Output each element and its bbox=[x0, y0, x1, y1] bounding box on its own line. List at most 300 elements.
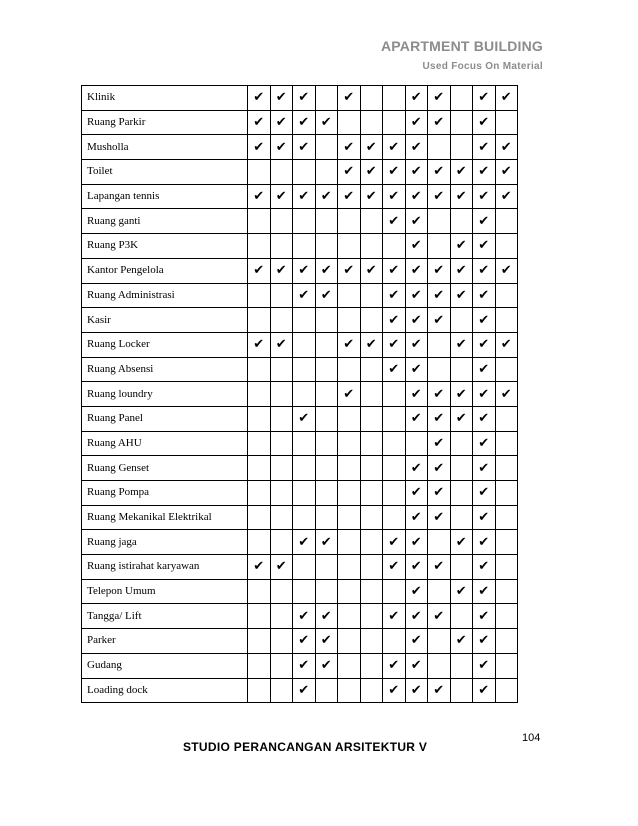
empty-cell bbox=[315, 456, 338, 481]
empty-cell bbox=[360, 234, 383, 259]
checkmark-icon: ✔ bbox=[428, 678, 451, 703]
checkmark-icon: ✔ bbox=[428, 382, 451, 407]
checkmark-icon: ✔ bbox=[473, 160, 496, 185]
empty-cell bbox=[315, 678, 338, 703]
empty-cell bbox=[338, 530, 361, 555]
empty-cell bbox=[315, 160, 338, 185]
table-row bbox=[82, 86, 518, 111]
checkmark-icon: ✔ bbox=[473, 505, 496, 530]
empty-cell bbox=[383, 456, 406, 481]
empty-cell bbox=[405, 431, 428, 456]
empty-cell bbox=[315, 406, 338, 431]
empty-cell bbox=[360, 604, 383, 629]
empty-cell bbox=[428, 629, 451, 654]
table-row bbox=[82, 160, 518, 185]
empty-cell bbox=[248, 209, 271, 234]
empty-cell bbox=[315, 308, 338, 333]
checkmark-icon: ✔ bbox=[450, 530, 473, 555]
checkmark-icon: ✔ bbox=[473, 110, 496, 135]
empty-cell bbox=[360, 431, 383, 456]
table-row bbox=[82, 382, 518, 407]
room-name-cell: Ruang Genset bbox=[82, 456, 248, 481]
empty-cell bbox=[495, 209, 518, 234]
checkmark-icon: ✔ bbox=[405, 209, 428, 234]
empty-cell bbox=[360, 110, 383, 135]
table-row bbox=[82, 357, 518, 382]
checkmark-icon: ✔ bbox=[248, 258, 271, 283]
empty-cell bbox=[270, 406, 293, 431]
empty-cell bbox=[293, 456, 316, 481]
checkmark-icon: ✔ bbox=[293, 406, 316, 431]
checkmark-icon: ✔ bbox=[405, 382, 428, 407]
checkmark-icon: ✔ bbox=[360, 258, 383, 283]
empty-cell bbox=[270, 357, 293, 382]
empty-cell bbox=[495, 555, 518, 580]
document-title: APARTMENT BUILDING bbox=[381, 38, 543, 54]
checkmark-icon: ✔ bbox=[293, 258, 316, 283]
table-row bbox=[82, 555, 518, 580]
empty-cell bbox=[270, 678, 293, 703]
checkmark-icon: ✔ bbox=[293, 184, 316, 209]
empty-cell bbox=[428, 209, 451, 234]
empty-cell bbox=[360, 406, 383, 431]
empty-cell bbox=[315, 332, 338, 357]
checkmark-icon: ✔ bbox=[450, 406, 473, 431]
room-name-cell: Ruang Parkir bbox=[82, 110, 248, 135]
checkmark-icon: ✔ bbox=[450, 629, 473, 654]
checkmark-icon: ✔ bbox=[495, 160, 518, 185]
empty-cell bbox=[495, 481, 518, 506]
empty-cell bbox=[450, 653, 473, 678]
empty-cell bbox=[338, 678, 361, 703]
empty-cell bbox=[293, 357, 316, 382]
empty-cell bbox=[360, 530, 383, 555]
empty-cell bbox=[248, 406, 271, 431]
checkmark-icon: ✔ bbox=[383, 308, 406, 333]
empty-cell bbox=[270, 209, 293, 234]
empty-cell bbox=[315, 431, 338, 456]
checkmark-icon: ✔ bbox=[405, 653, 428, 678]
checkmark-icon: ✔ bbox=[248, 555, 271, 580]
room-name-cell: Tangga/ Lift bbox=[82, 604, 248, 629]
empty-cell bbox=[270, 308, 293, 333]
table-row bbox=[82, 406, 518, 431]
empty-cell bbox=[360, 678, 383, 703]
checkmark-icon: ✔ bbox=[383, 283, 406, 308]
empty-cell bbox=[383, 505, 406, 530]
empty-cell bbox=[270, 382, 293, 407]
empty-cell bbox=[495, 234, 518, 259]
checkmark-icon: ✔ bbox=[428, 86, 451, 111]
empty-cell bbox=[270, 283, 293, 308]
empty-cell bbox=[450, 308, 473, 333]
empty-cell bbox=[495, 678, 518, 703]
checkmark-icon: ✔ bbox=[473, 258, 496, 283]
empty-cell bbox=[360, 579, 383, 604]
checkmark-icon: ✔ bbox=[270, 135, 293, 160]
room-name-cell: Musholla bbox=[82, 135, 248, 160]
checkmark-icon: ✔ bbox=[450, 332, 473, 357]
table-row bbox=[82, 456, 518, 481]
empty-cell bbox=[495, 653, 518, 678]
empty-cell bbox=[293, 481, 316, 506]
checkmark-icon: ✔ bbox=[495, 86, 518, 111]
table-row bbox=[82, 481, 518, 506]
empty-cell bbox=[293, 505, 316, 530]
checkmark-icon: ✔ bbox=[383, 678, 406, 703]
checkmark-icon: ✔ bbox=[473, 382, 496, 407]
empty-cell bbox=[315, 555, 338, 580]
checkmark-icon: ✔ bbox=[405, 86, 428, 111]
empty-cell bbox=[450, 555, 473, 580]
checkmark-icon: ✔ bbox=[405, 456, 428, 481]
checkmark-icon: ✔ bbox=[405, 135, 428, 160]
checkmark-icon: ✔ bbox=[293, 629, 316, 654]
checkmark-icon: ✔ bbox=[428, 110, 451, 135]
checkmark-icon: ✔ bbox=[473, 86, 496, 111]
checkmark-icon: ✔ bbox=[293, 283, 316, 308]
empty-cell bbox=[248, 481, 271, 506]
empty-cell bbox=[293, 234, 316, 259]
empty-cell bbox=[248, 530, 271, 555]
checkmark-icon: ✔ bbox=[405, 332, 428, 357]
room-name-cell: Lapangan tennis bbox=[82, 184, 248, 209]
empty-cell bbox=[428, 653, 451, 678]
room-name-cell: Ruang jaga bbox=[82, 530, 248, 555]
checkmark-icon: ✔ bbox=[293, 110, 316, 135]
room-name-cell: Loading dock bbox=[82, 678, 248, 703]
empty-cell bbox=[338, 234, 361, 259]
empty-cell bbox=[495, 456, 518, 481]
checkmark-icon: ✔ bbox=[405, 283, 428, 308]
table-row bbox=[82, 431, 518, 456]
empty-cell bbox=[315, 135, 338, 160]
checkmark-icon: ✔ bbox=[405, 579, 428, 604]
checkmark-icon: ✔ bbox=[450, 579, 473, 604]
room-name-cell: Ruang istirahat karyawan bbox=[82, 555, 248, 580]
checkmark-icon: ✔ bbox=[360, 160, 383, 185]
checkmark-icon: ✔ bbox=[495, 258, 518, 283]
checkmark-icon: ✔ bbox=[405, 184, 428, 209]
checkmark-icon: ✔ bbox=[270, 555, 293, 580]
checkmark-icon: ✔ bbox=[428, 406, 451, 431]
empty-cell bbox=[270, 505, 293, 530]
empty-cell bbox=[360, 382, 383, 407]
checkmark-icon: ✔ bbox=[473, 555, 496, 580]
empty-cell bbox=[495, 357, 518, 382]
checkmark-icon: ✔ bbox=[248, 332, 271, 357]
checkmark-icon: ✔ bbox=[405, 505, 428, 530]
empty-cell bbox=[450, 209, 473, 234]
empty-cell bbox=[248, 357, 271, 382]
table-row bbox=[82, 332, 518, 357]
room-name-cell: Klinik bbox=[82, 86, 248, 111]
empty-cell bbox=[495, 530, 518, 555]
room-name-cell: Ruang Locker bbox=[82, 332, 248, 357]
room-name-cell: Telepon Umum bbox=[82, 579, 248, 604]
empty-cell bbox=[293, 579, 316, 604]
checkmark-icon: ✔ bbox=[248, 86, 271, 111]
empty-cell bbox=[360, 629, 383, 654]
checkmark-icon: ✔ bbox=[383, 135, 406, 160]
empty-cell bbox=[338, 555, 361, 580]
empty-cell bbox=[360, 555, 383, 580]
empty-cell bbox=[360, 283, 383, 308]
table-row bbox=[82, 283, 518, 308]
empty-cell bbox=[338, 481, 361, 506]
empty-cell bbox=[248, 604, 271, 629]
empty-cell bbox=[248, 505, 271, 530]
empty-cell bbox=[248, 382, 271, 407]
table-row bbox=[82, 530, 518, 555]
checkmark-icon: ✔ bbox=[473, 209, 496, 234]
checkmark-icon: ✔ bbox=[495, 382, 518, 407]
room-name-cell: Ruang Mekanikal Elektrikal bbox=[82, 505, 248, 530]
empty-cell bbox=[495, 604, 518, 629]
empty-cell bbox=[248, 456, 271, 481]
empty-cell bbox=[383, 234, 406, 259]
empty-cell bbox=[338, 110, 361, 135]
empty-cell bbox=[450, 357, 473, 382]
empty-cell bbox=[293, 160, 316, 185]
room-name-cell: Parker bbox=[82, 629, 248, 654]
table-row bbox=[82, 653, 518, 678]
checkmark-icon: ✔ bbox=[495, 332, 518, 357]
empty-cell bbox=[450, 678, 473, 703]
room-name-cell: Ruang Pompa bbox=[82, 481, 248, 506]
checkmark-icon: ✔ bbox=[450, 283, 473, 308]
table-row bbox=[82, 234, 518, 259]
checkmark-icon: ✔ bbox=[405, 604, 428, 629]
checkmark-icon: ✔ bbox=[270, 110, 293, 135]
empty-cell bbox=[270, 431, 293, 456]
room-matrix-table bbox=[81, 85, 518, 703]
checkmark-icon: ✔ bbox=[495, 135, 518, 160]
empty-cell bbox=[428, 135, 451, 160]
empty-cell bbox=[315, 382, 338, 407]
empty-cell bbox=[360, 308, 383, 333]
checkmark-icon: ✔ bbox=[293, 678, 316, 703]
empty-cell bbox=[428, 357, 451, 382]
empty-cell bbox=[495, 505, 518, 530]
checkmark-icon: ✔ bbox=[405, 530, 428, 555]
empty-cell bbox=[248, 579, 271, 604]
table-row bbox=[82, 604, 518, 629]
empty-cell bbox=[383, 110, 406, 135]
checkmark-icon: ✔ bbox=[473, 234, 496, 259]
checkmark-icon: ✔ bbox=[473, 431, 496, 456]
empty-cell bbox=[338, 308, 361, 333]
table-row bbox=[82, 505, 518, 530]
checkmark-icon: ✔ bbox=[473, 604, 496, 629]
checkmark-icon: ✔ bbox=[450, 160, 473, 185]
checkmark-icon: ✔ bbox=[248, 135, 271, 160]
checkmark-icon: ✔ bbox=[315, 653, 338, 678]
checkmark-icon: ✔ bbox=[473, 332, 496, 357]
checkmark-icon: ✔ bbox=[383, 653, 406, 678]
room-name-cell: Ruang Absensi bbox=[82, 357, 248, 382]
empty-cell bbox=[270, 481, 293, 506]
checkmark-icon: ✔ bbox=[315, 530, 338, 555]
empty-cell bbox=[248, 283, 271, 308]
checkmark-icon: ✔ bbox=[315, 283, 338, 308]
checkmark-icon: ✔ bbox=[383, 209, 406, 234]
empty-cell bbox=[450, 481, 473, 506]
checkmark-icon: ✔ bbox=[293, 604, 316, 629]
checkmark-icon: ✔ bbox=[315, 258, 338, 283]
table-row bbox=[82, 308, 518, 333]
checkmark-icon: ✔ bbox=[428, 184, 451, 209]
empty-cell bbox=[338, 604, 361, 629]
empty-cell bbox=[450, 431, 473, 456]
checkmark-icon: ✔ bbox=[338, 382, 361, 407]
empty-cell bbox=[338, 283, 361, 308]
empty-cell bbox=[428, 579, 451, 604]
empty-cell bbox=[248, 629, 271, 654]
checkmark-icon: ✔ bbox=[383, 604, 406, 629]
empty-cell bbox=[428, 530, 451, 555]
checkmark-icon: ✔ bbox=[428, 283, 451, 308]
empty-cell bbox=[270, 653, 293, 678]
checkmark-icon: ✔ bbox=[428, 258, 451, 283]
empty-cell bbox=[360, 209, 383, 234]
checkmark-icon: ✔ bbox=[405, 629, 428, 654]
empty-cell bbox=[383, 481, 406, 506]
empty-cell bbox=[270, 456, 293, 481]
room-name-cell: Ruang P3K bbox=[82, 234, 248, 259]
empty-cell bbox=[383, 406, 406, 431]
empty-cell bbox=[293, 382, 316, 407]
checkmark-icon: ✔ bbox=[293, 86, 316, 111]
empty-cell bbox=[495, 579, 518, 604]
checkmark-icon: ✔ bbox=[338, 135, 361, 160]
empty-cell bbox=[495, 406, 518, 431]
empty-cell bbox=[315, 86, 338, 111]
checkmark-icon: ✔ bbox=[428, 555, 451, 580]
checkmark-icon: ✔ bbox=[383, 184, 406, 209]
table-row bbox=[82, 209, 518, 234]
room-name-cell: Ruang Panel bbox=[82, 406, 248, 431]
checkmark-icon: ✔ bbox=[338, 86, 361, 111]
checkmark-icon: ✔ bbox=[270, 86, 293, 111]
checkmark-icon: ✔ bbox=[270, 184, 293, 209]
empty-cell bbox=[360, 653, 383, 678]
checkmark-icon: ✔ bbox=[428, 456, 451, 481]
empty-cell bbox=[338, 431, 361, 456]
empty-cell bbox=[270, 579, 293, 604]
checkmark-icon: ✔ bbox=[383, 357, 406, 382]
empty-cell bbox=[270, 604, 293, 629]
checkmark-icon: ✔ bbox=[473, 357, 496, 382]
empty-cell bbox=[293, 308, 316, 333]
room-name-cell: Gudang bbox=[82, 653, 248, 678]
empty-cell bbox=[338, 579, 361, 604]
checkmark-icon: ✔ bbox=[473, 283, 496, 308]
checkmark-icon: ✔ bbox=[473, 530, 496, 555]
checkmark-icon: ✔ bbox=[473, 406, 496, 431]
empty-cell bbox=[315, 505, 338, 530]
checkmark-icon: ✔ bbox=[383, 555, 406, 580]
checkmark-icon: ✔ bbox=[315, 604, 338, 629]
checkmark-icon: ✔ bbox=[473, 678, 496, 703]
table-row bbox=[82, 629, 518, 654]
empty-cell bbox=[338, 653, 361, 678]
page-number: 104 bbox=[522, 732, 541, 744]
table-row bbox=[82, 110, 518, 135]
table-row bbox=[82, 579, 518, 604]
table-row bbox=[82, 678, 518, 703]
empty-cell bbox=[248, 678, 271, 703]
empty-cell bbox=[338, 209, 361, 234]
checkmark-icon: ✔ bbox=[428, 160, 451, 185]
empty-cell bbox=[383, 86, 406, 111]
empty-cell bbox=[338, 357, 361, 382]
empty-cell bbox=[360, 86, 383, 111]
empty-cell bbox=[315, 357, 338, 382]
empty-cell bbox=[360, 505, 383, 530]
empty-cell bbox=[495, 110, 518, 135]
checkmark-icon: ✔ bbox=[315, 629, 338, 654]
checkmark-icon: ✔ bbox=[495, 184, 518, 209]
checkmark-icon: ✔ bbox=[270, 258, 293, 283]
room-name-cell: Ruang Administrasi bbox=[82, 283, 248, 308]
empty-cell bbox=[293, 431, 316, 456]
checkmark-icon: ✔ bbox=[428, 604, 451, 629]
checkmark-icon: ✔ bbox=[405, 160, 428, 185]
room-name-cell: Kasir bbox=[82, 308, 248, 333]
room-name-cell: Ruang ganti bbox=[82, 209, 248, 234]
checkmark-icon: ✔ bbox=[383, 530, 406, 555]
document-subtitle: Used Focus On Material bbox=[422, 61, 543, 72]
empty-cell bbox=[360, 357, 383, 382]
empty-cell bbox=[315, 209, 338, 234]
empty-cell bbox=[293, 209, 316, 234]
empty-cell bbox=[450, 456, 473, 481]
checkmark-icon: ✔ bbox=[428, 431, 451, 456]
checkmark-icon: ✔ bbox=[450, 258, 473, 283]
checkmark-icon: ✔ bbox=[473, 456, 496, 481]
empty-cell bbox=[248, 431, 271, 456]
checkmark-icon: ✔ bbox=[383, 258, 406, 283]
checkmark-icon: ✔ bbox=[315, 184, 338, 209]
checkmark-icon: ✔ bbox=[473, 579, 496, 604]
checkmark-icon: ✔ bbox=[405, 555, 428, 580]
table-row bbox=[82, 135, 518, 160]
checkmark-icon: ✔ bbox=[473, 135, 496, 160]
empty-cell bbox=[495, 308, 518, 333]
checkmark-icon: ✔ bbox=[405, 406, 428, 431]
checkmark-icon: ✔ bbox=[270, 332, 293, 357]
checkmark-icon: ✔ bbox=[405, 481, 428, 506]
room-name-cell: Toilet bbox=[82, 160, 248, 185]
empty-cell bbox=[495, 283, 518, 308]
checkmark-icon: ✔ bbox=[293, 530, 316, 555]
checkmark-icon: ✔ bbox=[315, 110, 338, 135]
empty-cell bbox=[450, 86, 473, 111]
table-row bbox=[82, 258, 518, 283]
room-name-cell: Ruang AHU bbox=[82, 431, 248, 456]
checkmark-icon: ✔ bbox=[338, 332, 361, 357]
checkmark-icon: ✔ bbox=[405, 258, 428, 283]
checkmark-icon: ✔ bbox=[383, 160, 406, 185]
empty-cell bbox=[338, 456, 361, 481]
empty-cell bbox=[270, 530, 293, 555]
checkmark-icon: ✔ bbox=[428, 481, 451, 506]
checkmark-icon: ✔ bbox=[473, 184, 496, 209]
empty-cell bbox=[338, 406, 361, 431]
empty-cell bbox=[383, 382, 406, 407]
empty-cell bbox=[360, 481, 383, 506]
